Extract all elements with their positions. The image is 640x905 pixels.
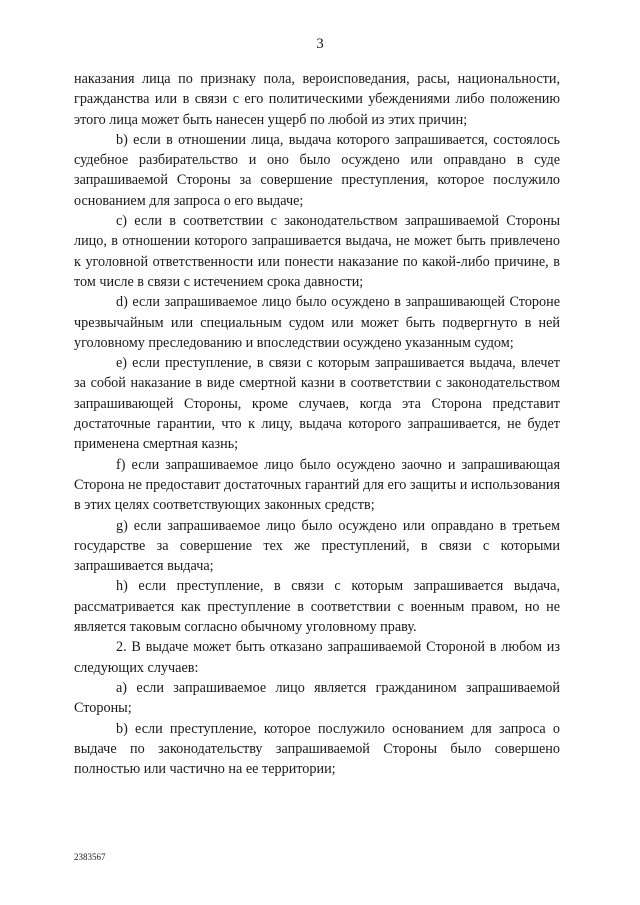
paragraph-item-h: h) если преступление, в связи с которым запрашивается выдача, рассматривается как преступление в соответствии с военным правом, но не является таковым согласно обычному уголовному праву.: [74, 578, 560, 636]
paragraph-a-continuation: наказания лица по признаку пола, вероисповедания, расы, национальности, гражданства или в связи с его политическими убеждениями либо положению этого лица может быть нанесен ущерб по любой из этих причин;: [74, 71, 560, 128]
paragraph-item-d: d) если запрашиваемое лицо было осуждено в запрашивающей Стороне чрезвычайным или специальным судом или может быть подвергнуто в ней уголовному преследованию и впоследствии осуждено указанным судом;: [74, 294, 560, 351]
paragraph-item-b: b) если в отношении лица, выдача которого запрашивается, состоялось судебное разбирательство и оно было осуждено или оправдано в суде запрашиваемой Стороны за совершение преступления, которое послужило основанием для запроса о его выдаче;: [74, 131, 560, 209]
paragraph-item-e: e) если преступление, в связи с которым запрашивается выдача, влечет за собой наказание в виде смертной казни в соответствии с законодательством запрашивающей Стороны, кроме случаев, когда эта Сторона представит достаточные гарантии, что к лицу, выдача которого запрашивается, не будет применена смертная казнь;: [74, 355, 560, 453]
document-code: 2383567: [74, 852, 106, 862]
paragraph-item-c: c) если в соответствии с законодательством запрашиваемой Стороны лицо, в отношении которого запрашивается выдача, не может быть привлечено к уголовной ответственности или понести наказание по какой-либо причине, в том числе в связи с истечением срока давности;: [74, 213, 560, 290]
paragraph-clause-2-item-b: b) если преступление, которое послужило основанием для запроса о выдаче по законодательству запрашиваемой Стороны было совершено полностью или частично на ее территории;: [74, 720, 560, 778]
paragraph-clause-2: 2. В выдаче может быть отказано запрашиваемой Стороной в любом из следующих случаев:: [74, 639, 560, 676]
document-body: [74, 69, 560, 779]
paragraph-item-f: f) если запрашиваемое лицо было осуждено заочно и запрашивающая Сторона не предоставит достаточных гарантий для его защиты и использования в этих целях соответствующих законных средств;: [74, 456, 560, 514]
paragraph-clause-2-item-a: a) если запрашиваемое лицо является гражданином запрашиваемой Стороны;: [74, 679, 560, 717]
page-number: 3: [316, 36, 324, 52]
paragraph-item-g: g) если запрашиваемое лицо было осуждено или оправдано в третьем государстве за совершение тех же преступлений, в связи с которыми запрашивается выдача;: [74, 517, 560, 575]
